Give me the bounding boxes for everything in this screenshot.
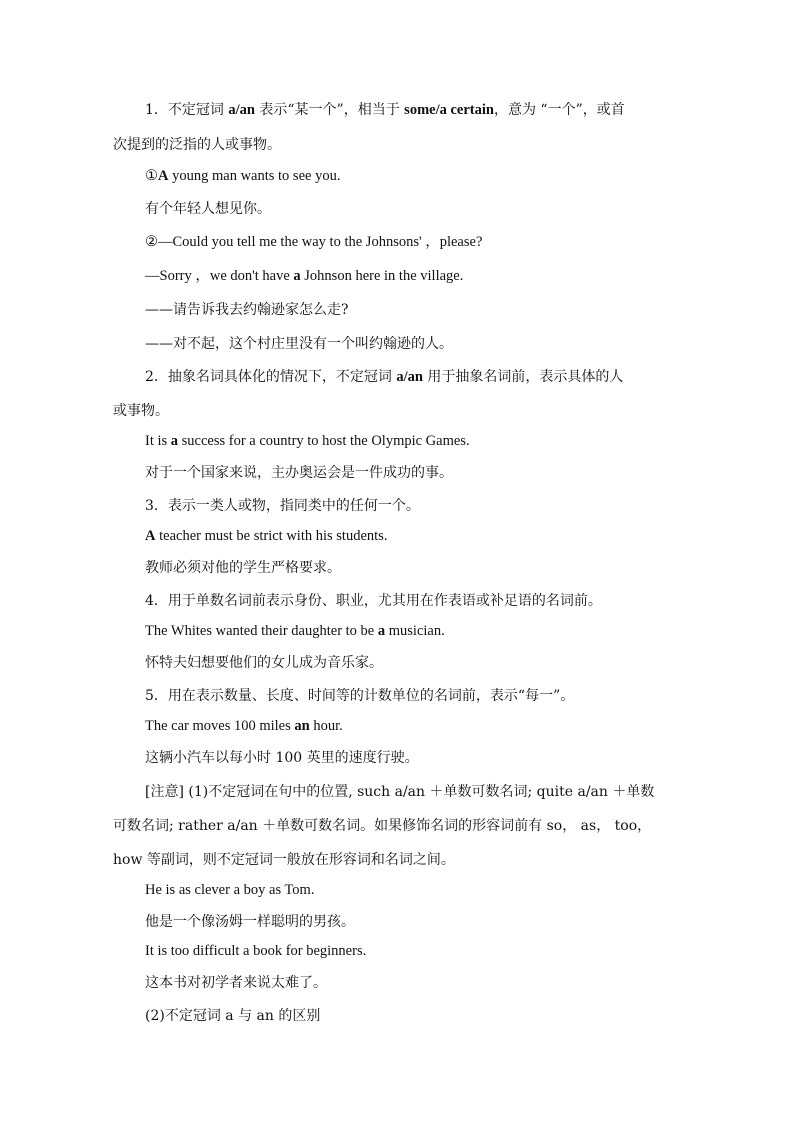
example-5-chinese: 怀特夫妇想要他们的女儿成为音乐家。 (145, 655, 383, 671)
note-line-1: [注意] (1)不定冠词在句中的位置, such a/an ＋单数可数名词; quite a/an ＋单数 (145, 784, 655, 800)
example-6-chinese: 这辆小汽车以每小时 100 英里的速度行驶。 (145, 750, 419, 766)
example-6-post: hour. (309, 718, 343, 734)
example-6-pre: The car moves 100 miles (145, 718, 295, 734)
example-3-english (145, 432, 704, 450)
subsection-heading: (2)不定冠词 a 与 an 的区别 (145, 1008, 321, 1024)
rule-1-line-2: 次提到的泛指的人或事物。 (113, 137, 281, 153)
rule-4: 4．用于单数名词前表示身份、职业，尤其用在作表语或补足语的名词前。 (145, 593, 602, 609)
example-2-question: ②—Could you tell me the way to the Johnsons' ，please? (145, 234, 483, 250)
example-2-answer-pre: —Sorry ，we don't have (145, 268, 294, 284)
example-4-post: teacher must be strict with his students. (155, 528, 388, 544)
example-7-english: He is as clever a boy as Tom. (145, 882, 315, 898)
example-3-bold-article: a (170, 433, 179, 449)
example-1-rest: young man wants to see you. (168, 168, 341, 184)
example-1-bold-article: A (158, 168, 169, 184)
example-8-english: It is too difficult a book for beginners. (145, 943, 367, 959)
rule-1-text-c: ，意为 “一个”，或首 (493, 102, 625, 118)
example-2-bold-article: a (293, 268, 301, 284)
example-5-bold-article: a (377, 623, 386, 639)
note-line-2: 可数名词; rather a/an ＋单数可数名词。如果修饰名词的形容词前有 so， as， too， (113, 818, 652, 834)
note-line-3: how 等副词，则不定冠词一般放在形容词和名词之间。 (113, 852, 455, 868)
rule-5: 5．用在表示数量、长度、时间等的计数单位的名词前，表示“每一”。 (145, 688, 575, 704)
example-4-bold-article: A (145, 528, 156, 544)
example-3-chinese: 对于一个国家来说，主办奥运会是一件成功的事。 (145, 465, 453, 481)
rule-1-line-1 (145, 101, 704, 119)
example-2-chinese-answer: ——对不起，这个村庄里没有一个叫约翰逊的人。 (145, 336, 453, 352)
rule-1-keyword-some: some/a certain (404, 102, 494, 118)
rule-1-text-a: 1．不定冠词 (145, 102, 229, 118)
rule-3: 3．表示一类人或物，指同类中的任何一个。 (145, 498, 420, 514)
example-4-chinese: 教师必须对他的学生严格要求。 (145, 560, 341, 576)
example-1-english (145, 167, 704, 185)
example-8-chinese: 这本书对初学者来说太难了。 (145, 975, 327, 991)
example-5-english (145, 622, 704, 640)
example-3-post: success for a country to host the Olympic Games. (178, 433, 470, 449)
rule-2-keyword: a/an (396, 369, 423, 385)
example-1-prefix: ① (145, 168, 158, 184)
rule-2-line-1 (145, 368, 704, 386)
example-5-pre: The Whites wanted their daughter to be (145, 623, 378, 639)
rule-1-keyword-a-an: a/an (228, 102, 255, 118)
example-2-chinese-question: ——请告诉我去约翰逊家怎么走? (145, 302, 349, 318)
example-2-answer (145, 267, 704, 285)
example-6-english (145, 717, 704, 735)
rule-2-text-b: 用于抽象名词前，表示具体的人 (422, 369, 624, 385)
example-5-post: musician. (385, 623, 445, 639)
rule-2-text-a: 2．抽象名词具体化的情况下，不定冠词 (145, 369, 397, 385)
example-6-bold-article: an (294, 718, 310, 734)
example-4-english (145, 527, 704, 545)
example-7-chinese: 他是一个像汤姆一样聪明的男孩。 (145, 914, 355, 930)
example-2-answer-post: Johnson here in the village. (300, 268, 464, 284)
example-1-chinese: 有个年轻人想见你。 (145, 201, 271, 217)
example-3-pre: It is (145, 433, 171, 449)
rule-2-line-2: 或事物。 (113, 403, 169, 419)
rule-1-text-b: 表示“某一个”，相当于 (254, 102, 405, 118)
